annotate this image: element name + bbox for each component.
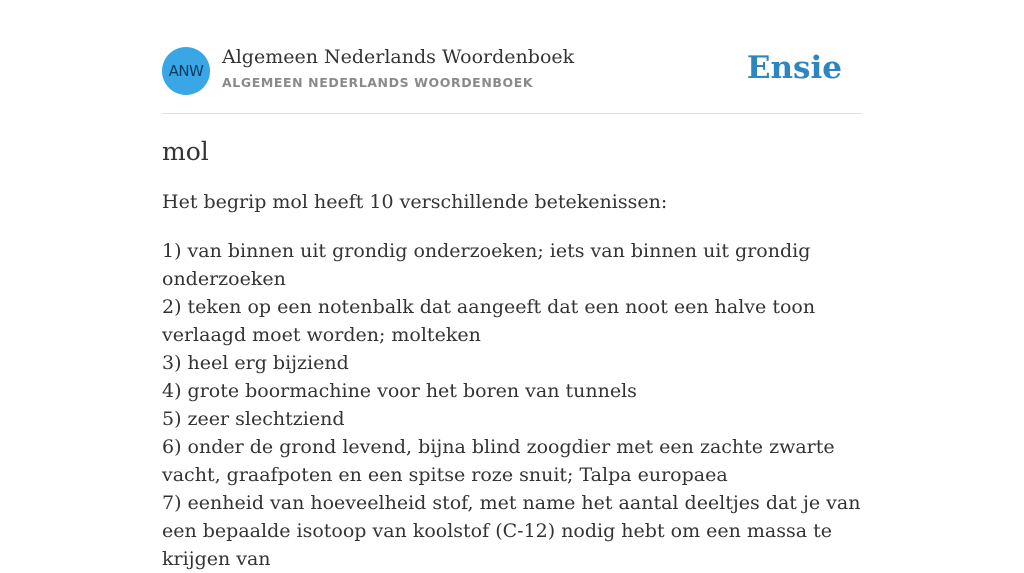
header-divider xyxy=(162,113,862,114)
site-header xyxy=(162,46,862,96)
entry-intro: Het begrip mol heeft 10 verschillende betekenissen: xyxy=(162,191,668,213)
meaning-item: 6) onder de grond levend, bijna blind zoogdier met een zachte zwarte vacht, graafpoten en een spitse roze snuit; Talpa europaea xyxy=(162,436,835,486)
meaning-item: 1) van binnen uit grondig onderzoeken; iets van binnen uit grondig onderzoeken xyxy=(162,240,811,290)
meaning-item: 3) heel erg bijziend xyxy=(162,352,349,374)
ensie-brand-link[interactable]: Ensie xyxy=(746,50,842,86)
anw-logo[interactable]: ANW xyxy=(162,47,210,95)
meaning-item: 5) zeer slechtziend xyxy=(162,408,345,430)
meaning-item: 2) teken op een notenbalk dat aangeeft dat een noot een halve toon verlaagd moet worden; molteken xyxy=(162,296,816,346)
meaning-item: 7) eenheid van hoeveelheid stof, met name het aantal deeltjes dat je van een bepaalde isotoop van koolstof (C-12) nodig hebt om een massa te krijgen van xyxy=(162,492,861,570)
meaning-item: 4) grote boormachine voor het boren van tunnels xyxy=(162,380,637,402)
dictionary-subtitle: ALGEMEEN NEDERLANDS WOORDENBOEK xyxy=(222,75,534,90)
meanings-list xyxy=(162,237,862,573)
dictionary-title[interactable]: Algemeen Nederlands Woordenboek xyxy=(222,46,575,68)
entry-word: mol xyxy=(162,137,209,166)
